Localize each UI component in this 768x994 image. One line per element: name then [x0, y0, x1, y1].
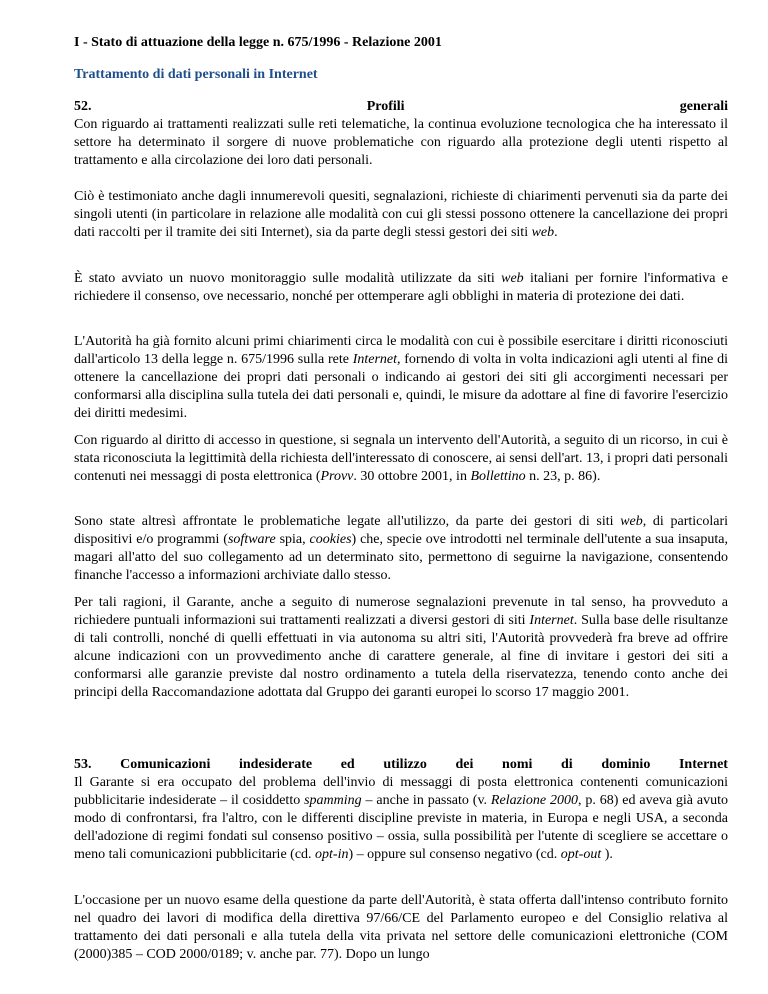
document-title: I - Stato di attuazione della legge n. 675/1996 - Relazione 2001 [74, 35, 442, 50]
section-52-title: Profili [366, 99, 405, 114]
section-53-heading: 53. Comunicazioni indesiderate ed utilizzo dei nomi di dominio Internet [74, 757, 728, 772]
paragraph-52-4: L'Autorità ha già fornito alcuni primi chiarimenti circa le modalità con cui è possibile esercitare i diritti riconosciuti dall'articolo 13 della legge n. 675/1996 sulla rete Internet, fornendo di volta in volta indicazioni agli utenti al fine di ottenere la cancellazione dei propri dati personali o indicando ai gestori dei siti gli accorgimenti necessari per conformarsi alla disciplina sulla tutela dei dati personali e, quindi, le misure da adottare al fine di favorire l'esercizio dei diritti medesimi. [74, 334, 729, 421]
section-52-number: 52. [74, 99, 92, 114]
paragraph-52-5: Con riguardo al diritto di accesso in questione, si segnala un intervento dell'Autorità, a seguito di un ricorso, in cui è stata riconosciuta la legittimità della richiesta dell'interessato di conoscere, ai sensi dell'art. 13, i propri dati personali contenuti nei messaggi di posta elettronica (Provv. 30 ottobre 2001, in Bollettino n. 23, p. 86). [74, 433, 728, 484]
paragraph-52-6: Sono state altresì affrontate le problematiche legate all'utilizzo, da parte dei gestori di siti web, di particolari dispositivi e/o programmi (software spia, cookies) che, specie ove introdotti nel terminale dell'utente a sua insaputa, magari all'atto del suo collegamento ad un determinato sito, permettono di seguirne la navigazione, consentendo finanche l'accesso a informazioni archiviate dallo stesso. [74, 514, 729, 583]
paragraph-53-2: L'occasione per un nuovo esame della questione da parte dell'Autorità, è stata offerta dall'intenso contributo fornito nel quadro dei lavori di modifica della direttiva 97/66/CE del Parlamento europeo e del Consiglio relativa al trattamento dei dati personali e alla tutela della vita privata nel settore delle comunicazioni elettroniche (COM (2000)385 – COD 2000/0189; v. anche par. 77). Dopo un lungo [74, 893, 728, 962]
section-52-heading [74, 98, 728, 116]
paragraph-52-7: Per tali ragioni, il Garante, anche a seguito di numerose segnalazioni prevenute in tal senso, ha provveduto a richiedere puntuali informazioni sui trattamenti realizzati a diversi gestori di siti Internet. Sulla base delle risultanze di tali controlli, nonché di quelli effettuati in via autonoma su altri siti, l'Autorità provvederà fra breve ad offrire alcune indicazioni con un provvedimento anche di carattere generale, al fine di invitare i gestori dei siti a conformarsi alle garanzie previste dal nostro ordinamento a tutela della riservatezza, tenendo conto anche dei principi della Raccomandazione adottata dal Gruppo dei garanti europei lo scorso 17 maggio 2001. [74, 595, 728, 700]
paragraph-52-1: Con riguardo ai trattamenti realizzati sulle reti telematiche, la continua evoluzione tecnologica che ha interessato il settore ha determinato il sorgere di nuove problematiche con riguardo alla protezione degli utenti rispetto al trattamento e alla circolazione dei loro dati personali. [74, 117, 728, 168]
section-title: Trattamento di dati personali in Internet [74, 67, 318, 82]
paragraph-52-2: Ciò è testimoniato anche dagli innumerevoli quesiti, segnalazioni, richieste di chiarimenti pervenuti sia da parte dei singoli utenti (in particolare in relazione alle modalità con cui gli stessi possono ottenere la cancellazione dei propri dati raccolti per il tramite dei siti Internet), sia da parte degli stessi gestori dei siti web. [74, 189, 728, 240]
paragraph-53-1: Il Garante si era occupato del problema dell'invio di messaggi di posta elettronica contenenti comunicazioni pubblicitarie indesiderate – il cosiddetto spamming – anche in passato (v. Relazione 2000, p. 68) ed aveva già avuto modo di confrontarsi, fra l'altro, con le differenti discipline previste in materia, in Europa e negli USA, a seconda dell'adozione di regimi fondati sul consenso positivo – ossia, sulla possibilità per l'utente di scegliere se accettare o meno tali comunicazioni pubblicitarie (cd. opt-in) – oppure sul consenso negativo (cd. opt-out ). [74, 775, 728, 862]
section-52 [74, 98, 728, 170]
section-53 [74, 756, 728, 864]
paragraph-52-3: È stato avviato un nuovo monitoraggio sulle modalità utilizzate da siti web italiani per fornire l'informativa e richiedere il consenso, ove necessario, nonché per ottemperare agli obblighi in materia di protezione dei dati. [74, 271, 728, 304]
section-52-title-2: generali [679, 99, 728, 114]
